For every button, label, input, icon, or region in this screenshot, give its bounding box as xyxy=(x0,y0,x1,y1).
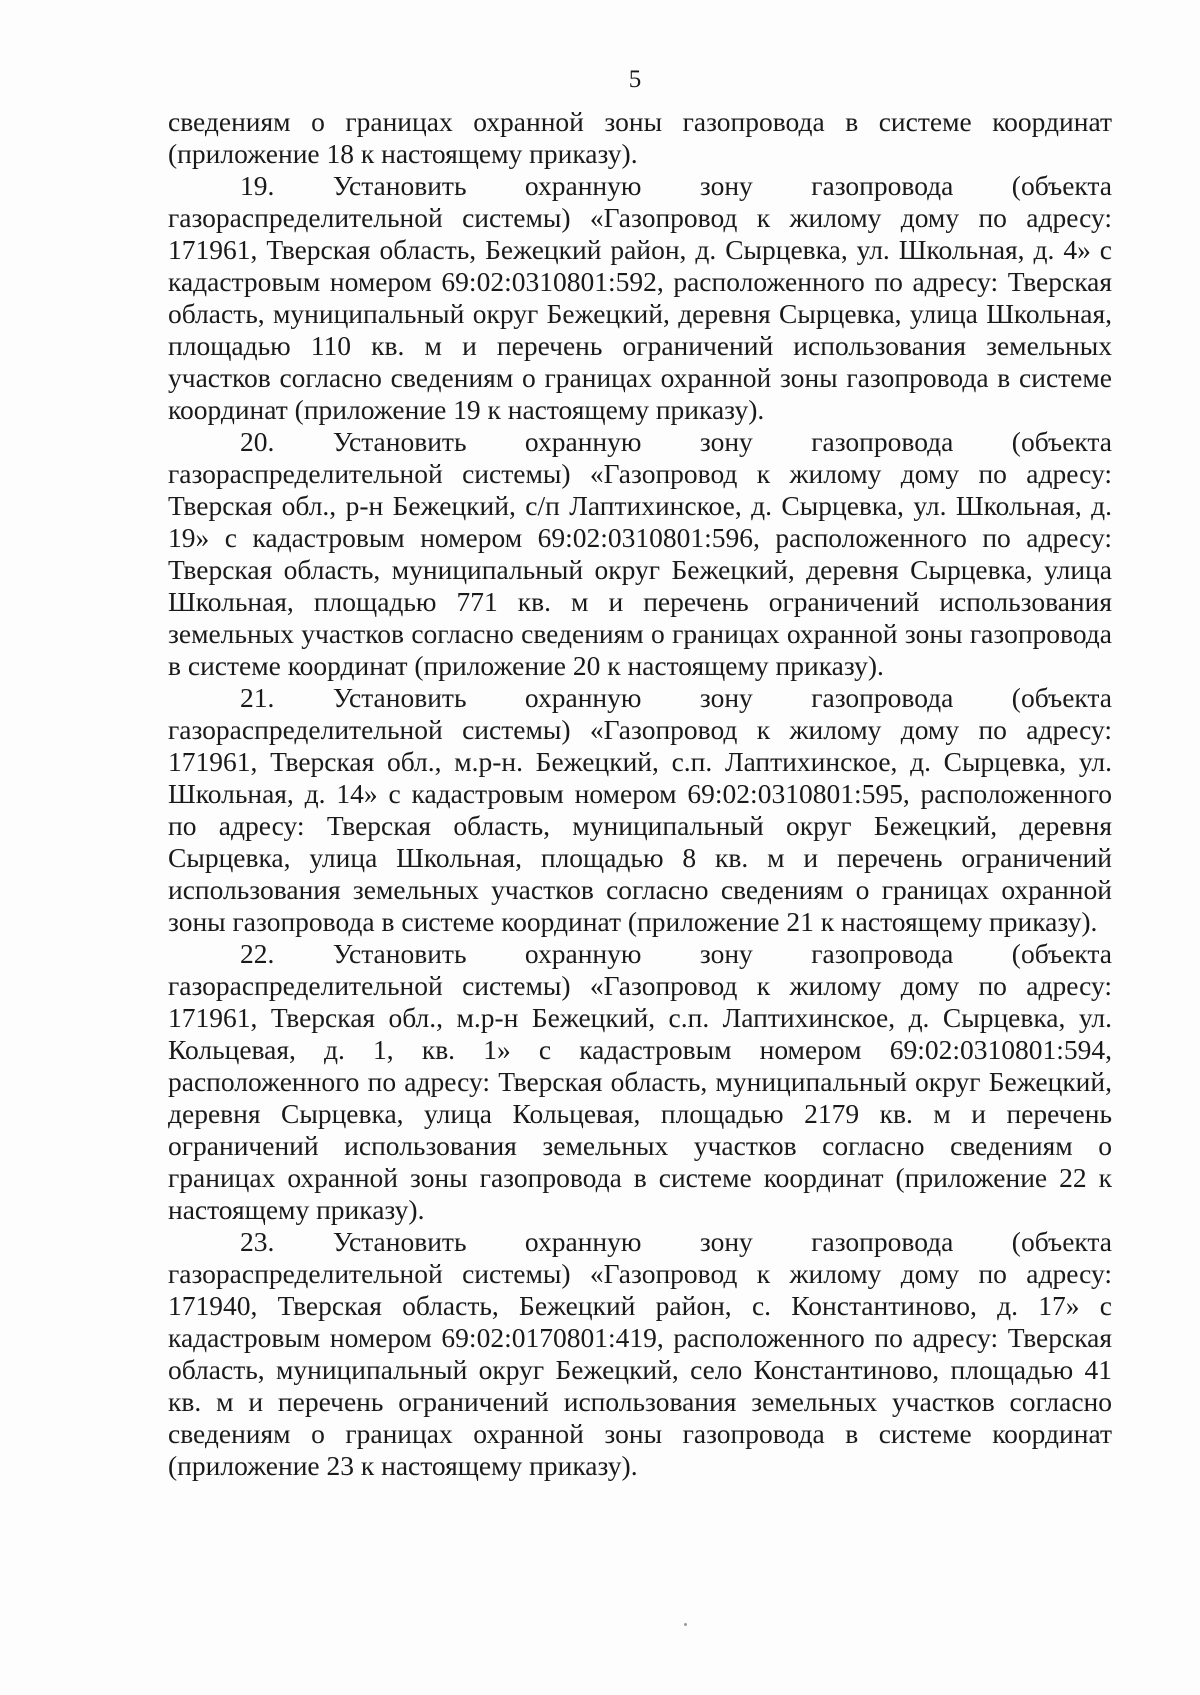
paragraph-item-21: 21. Установить охранную зону газопровода (объекта газораспределительной системы) «Газопровод к жилому дому по адресу: 171961, Тверская обл., м.р-н. Бежецкий, с.п. Лаптихинское, д. Сырцевка, ул. Школьная, д. 14» с кадастровым номером 69:02:0310801:595, расположенного по адресу: Тверская область, муниципальный округ Бежецкий, деревня Сырцевка, улица Школьная, площадью 8 кв. м и перечень ограничений использования земельных участков согласно сведениям о границах охранной зоны газопровода в системе координат (приложение 21 к настоящему приказу). xyxy=(168,682,1112,937)
paragraph-item-22: 22. Установить охранную зону газопровода (объекта газораспределительной системы) «Газопровод к жилому дому по адресу: 171961, Тверская обл., м.р-н Бежецкий, с.п. Лаптихинское, д. Сырцевка, ул. Кольцевая, д. 1, кв. 1» с кадастровым номером 69:02:0310801:594, расположенного по адресу: Тверская область, муниципальный округ Бежецкий, деревня Сырцевка, улица Кольцевая, площадью 2179 кв. м и перечень ограничений использования земельных участков согласно сведениям о границах охранной зоны газопровода в системе координат (приложение 22 к настоящему приказу). xyxy=(168,938,1112,1225)
paragraph-continuation: сведениям о границах охранной зоны газопровода в системе координат (приложение 18 к настоящему приказу). xyxy=(168,106,1112,169)
paragraph-item-20: 20. Установить охранную зону газопровода (объекта газораспределительной системы) «Газопровод к жилому дому по адресу: Тверская обл., р-н Бежецкий, с/п Лаптихинское, д. Сырцевка, ул. Школьная, д. 19» с кадастровым номером 69:02:0310801:596, расположенного по адресу: Тверская область, муниципальный округ Бежецкий, деревня Сырцевка, улица Школьная, площадью 771 кв. м и перечень ограничений использования земельных участков согласно сведениям о границах охранной зоны газопровода в системе координат (приложение 20 к настоящему приказу). xyxy=(168,426,1112,681)
document-body xyxy=(168,106,1112,1482)
scan-speck xyxy=(684,1623,687,1626)
paragraph-item-19: 19. Установить охранную зону газопровода (объекта газораспределительной системы) «Газопровод к жилому дому по адресу: 171961, Тверская область, Бежецкий район, д. Сырцевка, ул. Школьная, д. 4» с кадастровым номером 69:02:0310801:592, расположенного по адресу: Тверская область, муниципальный округ Бежецкий, деревня Сырцевка, улица Школьная, площадью 110 кв. м и перечень ограничений использования земельных участков согласно сведениям о границах охранной зоны газопровода в системе координат (приложение 19 к настоящему приказу). xyxy=(168,170,1112,425)
page-number: 5 xyxy=(628,66,642,93)
paragraph-item-23: 23. Установить охранную зону газопровода (объекта газораспределительной системы) «Газопровод к жилому дому по адресу: 171940, Тверская область, Бежецкий район, с. Константиново, д. 17» с кадастровым номером 69:02:0170801:419, расположенного по адресу: Тверская область, муниципальный округ Бежецкий, село Константиново, площадью 41 кв. м и перечень ограничений использования земельных участков согласно сведениям о границах охранной зоны газопровода в системе координат (приложение 23 к настоящему приказу). xyxy=(168,1226,1112,1481)
